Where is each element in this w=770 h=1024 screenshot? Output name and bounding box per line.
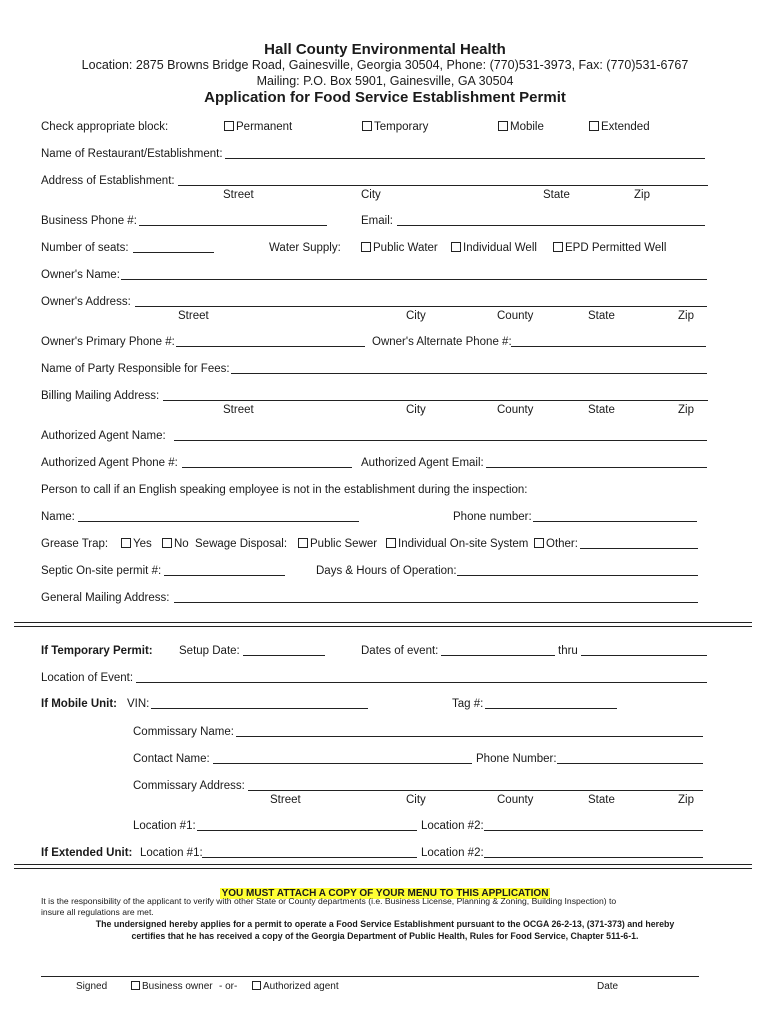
mobile-location2-label: Location #2: [421, 820, 484, 832]
mobile-location1-label: Location #1: [133, 820, 196, 832]
mobile-location1-field[interactable] [197, 830, 417, 831]
billing-street-caption: Street [223, 404, 254, 416]
owner-alt-phone-label: Owner's Alternate Phone #: [372, 336, 512, 348]
commissary-name-field[interactable] [236, 736, 703, 737]
water-supply-label: Water Supply: [269, 242, 341, 254]
days-hours-field[interactable] [457, 575, 698, 576]
setup-date-field[interactable] [243, 655, 325, 656]
address-city-caption: City [361, 189, 381, 201]
contact-name-label: Name: [41, 511, 75, 523]
owner-zip-caption: Zip [678, 310, 694, 322]
agent-name-label: Authorized Agent Name: [41, 430, 166, 442]
agent-email-label: Authorized Agent Email: [361, 457, 484, 469]
checkbox-individual-onsite[interactable] [386, 538, 396, 548]
setup-date-label: Setup Date: [179, 645, 240, 657]
location-of-event-label: Location of Event: [41, 672, 134, 684]
commissary-street-caption: Street [270, 794, 301, 806]
owner-state-caption: State [588, 310, 615, 322]
commissary-name-label: Commissary Name: [133, 726, 234, 738]
checkbox-individual-well[interactable] [451, 242, 461, 252]
or-label: - or- [219, 981, 238, 992]
email-label: Email: [361, 215, 393, 227]
location-of-event-field[interactable] [136, 682, 707, 683]
owner-street-caption: Street [178, 310, 209, 322]
billing-county-caption: County [497, 404, 534, 416]
billing-zip-caption: Zip [678, 404, 694, 416]
tag-field[interactable] [485, 708, 617, 709]
block-label: Check appropriate block: [41, 121, 169, 133]
responsibility-text: It is the responsibility of the applicant to verify with other State or County departments (i.e. Business License, Planning & Zoning, Building Inspection) to [41, 896, 617, 906]
owner-county-caption: County [497, 310, 534, 322]
mobile-heading: If Mobile Unit: [41, 698, 118, 710]
agent-phone-label: Authorized Agent Phone #: [41, 457, 178, 469]
menu-notice: YOU MUST ATTACH A COPY OF YOUR MENU TO THIS APPLICATION [221, 888, 549, 899]
authorized-agent-option[interactable]: Authorized agent [252, 981, 339, 992]
checkbox-business-owner[interactable] [131, 981, 140, 990]
signature-line[interactable] [41, 976, 699, 977]
business-phone-label: Business Phone #: [41, 215, 137, 227]
certification-text: The undersigned hereby applies for a permit to operate a Food Service Establishment pursuant to the OCGA 26-2-13, (371-373) and hereby [95, 919, 675, 929]
billing-city-caption: City [406, 404, 426, 416]
owner-primary-phone-label: Owner's Primary Phone #: [41, 336, 175, 348]
dates-of-event-label: Dates of event: [361, 645, 439, 657]
sewage-other[interactable]: Other: [534, 537, 578, 551]
agency-title: Hall County Environmental Health [264, 41, 506, 58]
contact-name-mobile-label: Contact Name: [133, 753, 210, 765]
owner-city-caption: City [406, 310, 426, 322]
owner-address-label: Owner's Address: [41, 296, 131, 308]
vin-label: VIN: [127, 698, 150, 710]
date-label: Date [597, 981, 619, 992]
owner-address-field[interactable] [135, 306, 707, 307]
fees-party-label: Name of Party Responsible for Fees: [41, 363, 230, 375]
checkbox-epd-well[interactable] [553, 242, 563, 252]
billing-address-field[interactable] [163, 400, 708, 401]
temporary-heading: If Temporary Permit: [41, 645, 153, 657]
address-label: Address of Establishment: [41, 175, 175, 187]
sewage-disposal-label: Sewage Disposal: [195, 538, 288, 550]
extended-location1-field[interactable] [202, 857, 417, 858]
fees-party-field[interactable] [231, 373, 707, 374]
checkbox-public-sewer[interactable] [298, 538, 308, 548]
general-mailing-field[interactable] [174, 602, 698, 603]
grease-trap-yes[interactable]: Yes [121, 537, 152, 551]
days-hours-label: Days & Hours of Operation: [316, 565, 457, 577]
contact-name-field[interactable] [78, 521, 359, 522]
restaurant-name-label: Name of Restaurant/Establishment: [41, 148, 223, 160]
checkbox-grease-yes[interactable] [121, 538, 131, 548]
checkbox-public-water[interactable] [361, 242, 371, 252]
seats-field[interactable] [133, 252, 214, 253]
water-public[interactable]: Public Water [361, 241, 438, 255]
address-field[interactable] [178, 185, 708, 186]
agency-location: Location: 2875 Browns Bridge Road, Gainesville, Georgia 30504, Phone: (770)531-3973, Fax: (770)531-6767 [81, 58, 689, 72]
extended-location1-label: Location #1: [140, 847, 203, 859]
contact-name-mobile-field[interactable] [213, 763, 472, 764]
option-permanent[interactable]: Permanent [224, 120, 292, 134]
responsibility-text-2: insure all regulations are met. [41, 907, 154, 917]
septic-permit-label: Septic On-site permit #: [41, 565, 162, 577]
agent-email-field[interactable] [486, 467, 707, 468]
owner-alt-phone-field[interactable] [511, 346, 706, 347]
english-contact-label: Person to call if an English speaking employee is not in the establishment during the inspection: [41, 484, 528, 496]
mobile-phone-label: Phone Number: [476, 753, 557, 765]
checkbox-authorized-agent[interactable] [252, 981, 261, 990]
option-mobile[interactable]: Mobile [498, 120, 544, 134]
agency-mailing: Mailing: P.O. Box 5901, Gainesville, GA 30504 [256, 74, 514, 88]
extended-heading: If Extended Unit: [41, 847, 133, 859]
contact-phone-field[interactable] [533, 521, 697, 522]
commissary-zip-caption: Zip [678, 794, 694, 806]
contact-phone-label: Phone number: [453, 511, 532, 523]
owner-primary-phone-field[interactable] [176, 346, 365, 347]
owner-name-field[interactable] [121, 279, 707, 280]
address-zip-caption: Zip [634, 189, 650, 201]
commissary-state-caption: State [588, 794, 615, 806]
commissary-city-caption: City [406, 794, 426, 806]
option-temporary[interactable]: Temporary [362, 120, 428, 134]
form-title: Application for Food Service Establishment Permit [204, 89, 566, 106]
seats-label: Number of seats: [41, 242, 129, 254]
billing-state-caption: State [588, 404, 615, 416]
commissary-address-field[interactable] [248, 790, 703, 791]
mobile-phone-field[interactable] [557, 763, 703, 764]
commissary-address-label: Commissary Address: [133, 780, 245, 792]
email-field[interactable] [397, 225, 705, 226]
checkbox-permanent[interactable] [224, 121, 234, 131]
sewage-public[interactable]: Public Sewer [298, 537, 377, 551]
thru-label: thru [558, 645, 578, 657]
event-end-field[interactable] [581, 655, 707, 656]
septic-permit-field[interactable] [164, 575, 285, 576]
grease-trap-label: Grease Trap: [41, 538, 109, 550]
sewage-individual[interactable]: Individual On-site System [386, 537, 528, 551]
option-extended[interactable]: Extended [589, 120, 650, 134]
checkbox-other[interactable] [534, 538, 544, 548]
water-individual-well[interactable]: Individual Well [451, 241, 537, 255]
section-divider-1 [14, 622, 752, 627]
business-owner-option[interactable]: Business owner [131, 981, 213, 992]
checkbox-grease-no[interactable] [162, 538, 172, 548]
signed-label: Signed [76, 981, 108, 992]
section-divider-2 [14, 864, 752, 869]
checkbox-temporary[interactable] [362, 121, 372, 131]
agent-phone-field[interactable] [182, 467, 352, 468]
mobile-location2-field[interactable] [484, 830, 703, 831]
restaurant-name-field[interactable] [225, 158, 705, 159]
event-start-field[interactable] [441, 655, 555, 656]
vin-field[interactable] [151, 708, 368, 709]
checkbox-mobile[interactable] [498, 121, 508, 131]
billing-address-label: Billing Mailing Address: [41, 390, 160, 402]
business-phone-field[interactable] [139, 225, 327, 226]
certification-text-2: certifies that he has received a copy of the Georgia Department of Public Health, Rules for Food Service, Chapter 511-6-1. [131, 931, 639, 941]
grease-trap-no[interactable]: No [162, 537, 189, 551]
sewage-other-field[interactable] [580, 548, 698, 549]
address-street-caption: Street [223, 189, 254, 201]
address-state-caption: State [543, 189, 570, 201]
agent-name-field[interactable] [174, 440, 707, 441]
checkbox-extended[interactable] [589, 121, 599, 131]
commissary-county-caption: County [497, 794, 534, 806]
water-epd-well[interactable]: EPD Permitted Well [553, 241, 666, 255]
general-mailing-label: General Mailing Address: [41, 592, 170, 604]
tag-label: Tag #: [452, 698, 484, 710]
extended-location2-label: Location #2: [421, 847, 484, 859]
owner-name-label: Owner's Name: [41, 269, 120, 281]
extended-location2-field[interactable] [484, 857, 703, 858]
